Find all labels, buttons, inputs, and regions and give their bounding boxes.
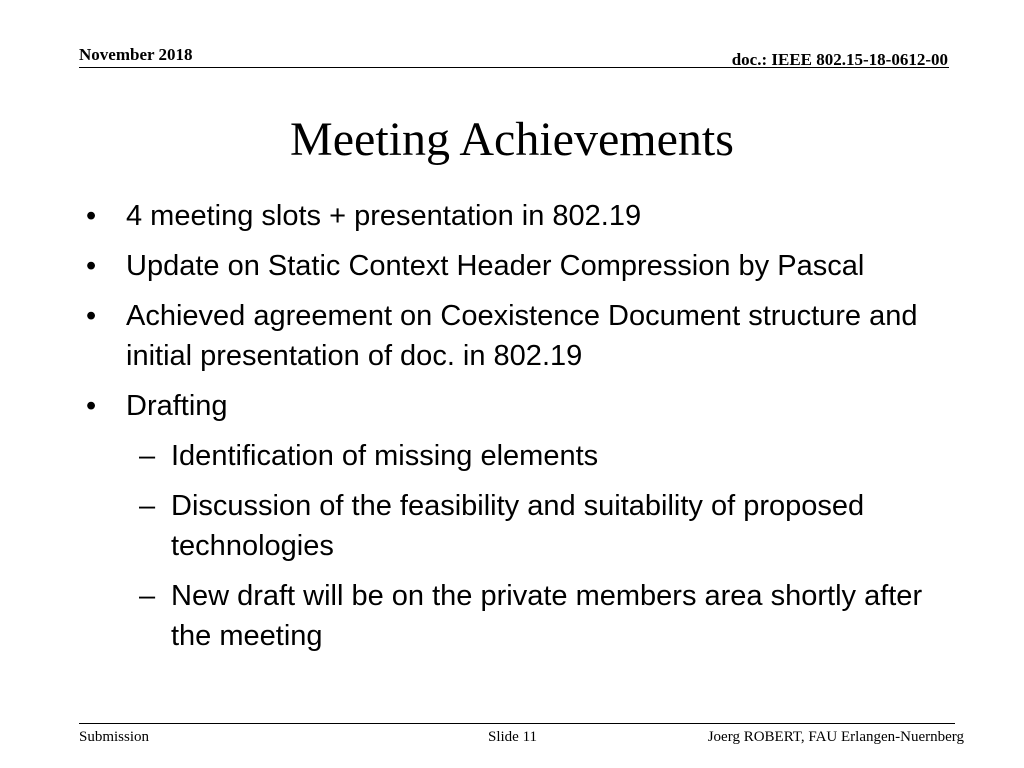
bullet-marker: • <box>86 300 97 332</box>
sub-bullet-marker: – <box>139 490 156 522</box>
bullet-item <box>82 196 942 236</box>
bullet-item <box>82 246 942 286</box>
bullet-text: 4 meeting slots + presentation in 802.19 <box>126 200 642 232</box>
bullet-text: Achieved agreement on Coexistence Document structure and initial presentation of doc. in 802.19 <box>126 300 918 372</box>
footer-author: Joerg ROBERT, FAU Erlangen-Nuernberg <box>707 729 964 745</box>
bullet-text: Drafting <box>126 390 228 422</box>
sub-bullet-item <box>82 576 942 656</box>
bullet-marker: • <box>86 200 97 232</box>
footer-divider <box>79 723 955 724</box>
bullet-marker: • <box>86 390 97 422</box>
sub-bullet-text: Discussion of the feasibility and suitability of proposed technologies <box>171 490 865 562</box>
sub-bullet-item <box>82 486 942 566</box>
sub-bullet-marker: – <box>139 440 156 472</box>
header-doc-id: doc.: IEEE 802.15-18-0612-00 <box>731 50 948 69</box>
header-date: November 2018 <box>79 45 193 64</box>
bullet-list <box>82 196 942 666</box>
sub-bullet-marker: – <box>139 580 156 612</box>
slide-title: Meeting Achievements <box>290 113 734 166</box>
bullet-text: Update on Static Context Header Compression by Pascal <box>126 250 865 282</box>
bullet-marker: • <box>86 250 97 282</box>
sub-bullet-text: Identification of missing elements <box>171 440 599 472</box>
bullet-item <box>82 386 942 426</box>
footer-slide-number: Slide 11 <box>488 729 538 745</box>
sub-bullet-text: New draft will be on the private members area shortly after the meeting <box>171 580 923 652</box>
sub-bullet-item <box>82 436 942 476</box>
header-divider <box>79 67 949 68</box>
footer-submission: Submission <box>79 729 150 745</box>
bullet-item <box>82 296 942 376</box>
